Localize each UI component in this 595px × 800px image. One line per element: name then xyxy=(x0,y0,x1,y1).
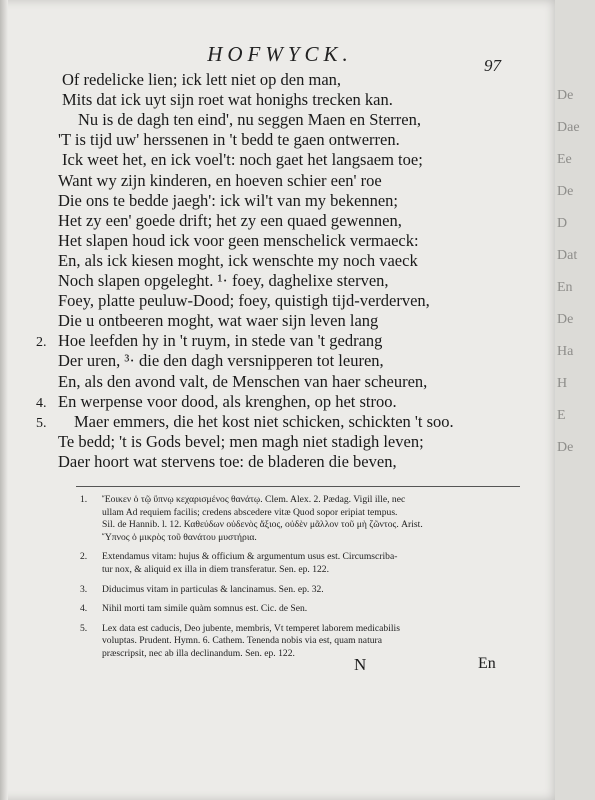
footnote-line: ullam Ad requiem facilis; credens abscedere vitæ Quod sopor eripiat tempus. xyxy=(102,506,398,518)
verse-line: Mits dat ick uyt sijn roet wat honighs trecken kan. xyxy=(62,90,393,110)
next-page-fragment: De xyxy=(557,184,574,199)
verse-line: En, als den avond valt, de Menschen van haer scheuren, xyxy=(58,371,428,391)
verse-line: Die u ontbeeren moght, wat waer sijn leven lang xyxy=(58,311,379,331)
footnote-number: 4. xyxy=(80,603,88,615)
footnote-line: Ὕπνος ὁ μικρὸς τοῦ θανάτου μυστήρια. xyxy=(102,531,257,543)
verse-line: 'T is tijd uw' herssenen in 't bedd te gaen ontwerren. xyxy=(58,130,400,150)
footnote-number: 5. xyxy=(80,622,88,634)
verse-line: Het slapen houd ick voor geen menschelick vermaeck: xyxy=(58,230,419,250)
verse-line: Ick weet het, en ick voel't: noch gaet het langsaem toe; xyxy=(62,150,423,170)
next-page-fragment: De xyxy=(557,440,574,455)
verse-line: Daer hoort wat stervens toe: de bladeren die beven, xyxy=(58,451,397,471)
footnote-rule xyxy=(76,486,520,487)
verse-line: Maer emmers, die het kost niet schicken, schickten 't soo. xyxy=(74,411,454,431)
verse-line: Nu is de dagh ten eind', nu seggen Maen en Sterren, xyxy=(78,110,421,130)
footnote-number: 1. xyxy=(80,494,88,505)
margin-note-number: 2. xyxy=(36,335,47,351)
next-page-fragment: Dat xyxy=(557,248,578,263)
next-page-fragment: D xyxy=(557,216,568,231)
next-page-fragment: Ee xyxy=(557,152,572,167)
footnote-line: voluptas. Prudent. Hymn. 6. Cathem. Tenenda nobis via est, quam natura xyxy=(102,635,382,647)
page-number: 97 xyxy=(484,56,501,75)
next-page-edge xyxy=(555,0,595,800)
footnotes xyxy=(80,494,530,668)
next-page-fragment: De xyxy=(557,312,574,327)
footnote-line: Nihil morti tam simile quàm somnus est. Cic. de Sen. xyxy=(102,603,308,615)
footnote-line: tur nox, & aliquid ex illa in diem transferatur. Sen. ep. 122. xyxy=(102,563,330,575)
verse-line: Foey, platte peuluw-Dood; foey, quistigh tijd-verderven, xyxy=(58,291,430,311)
verse-line: Die ons te bedde jaegh': ick wil't van my bekennen; xyxy=(58,190,398,210)
verse-line: Noch slapen opgeleght. ¹· foey, daghelixe sterven, xyxy=(58,271,389,290)
footnote-number: 2. xyxy=(80,551,88,563)
footnote xyxy=(80,623,530,661)
verse-line: Der uren, ³· die den dagh versnipperen tot leuren, xyxy=(58,351,384,371)
next-page-fragment: En xyxy=(557,280,573,295)
footnote-line: Diducimus vitam in particulas & lancinamus. Sen. ep. 32. xyxy=(102,583,324,595)
next-page-fragment: H xyxy=(557,376,568,391)
next-page-fragment: E xyxy=(557,408,566,423)
footnote xyxy=(80,551,530,576)
signature-mark: N xyxy=(354,655,367,674)
verse-line: Het zy een' goede drift; het zy een quaed gewennen, xyxy=(58,210,402,230)
margin-note-number: 5. xyxy=(36,415,47,431)
catchword: En xyxy=(478,655,496,672)
running-head-title: HOFWYCK. xyxy=(207,42,353,66)
margin-note-number: 4. xyxy=(36,395,47,411)
footnote-line: præscripsit, nec ab illa declinandum. Sen. ep. 122. xyxy=(102,647,295,659)
footnote xyxy=(80,584,530,597)
verse-line: Of redelicke lien; ick lett niet op den man, xyxy=(62,70,342,89)
footnote-number: 3. xyxy=(80,583,88,595)
next-page-fragment: De xyxy=(557,88,574,103)
page-gutter-shadow xyxy=(0,0,8,800)
verse-line: Te bedd; 't is Gods bevel; men magh niet stadigh leven; xyxy=(58,431,424,451)
footnote-line: Sil. de Hannib. l. 12. Καθεύδων οὐδενὸς ἄξιος, οὐδὲν μᾶλλον τοῦ μὴ ζῶντος. Arist. xyxy=(102,519,423,531)
footnote xyxy=(80,494,530,544)
next-page-fragment: Ha xyxy=(557,344,574,359)
verse-line: En werpense voor dood, als krenghen, op het stroo. xyxy=(58,391,397,411)
footnote-line: Ἔοικεν ὁ τῷ ὕπνῳ κεχαρισμένος θανάτῳ. Clem. Alex. 2. Pædag. Vigil ille, nec xyxy=(102,494,406,505)
footnote-line: Lex data est caducis, Deo jubente, membris, Vt temperet laborem medicabilis xyxy=(102,622,400,634)
next-page-fragment: Dae xyxy=(557,120,580,135)
verse-line: Want wy zijn kinderen, en hoeven schier een' roe xyxy=(58,170,382,190)
footnote xyxy=(80,603,530,616)
verse-line: Hoe leefden hy in 't ruym, in stede van 't gedrang xyxy=(58,331,383,351)
footnote-line: Extendamus vitam: hujus & officium & argumentum usus est. Circumscriba- xyxy=(102,551,398,563)
verse-line: En, als ick kiesen moght, ick wenschte my noch vaeck xyxy=(58,250,418,270)
